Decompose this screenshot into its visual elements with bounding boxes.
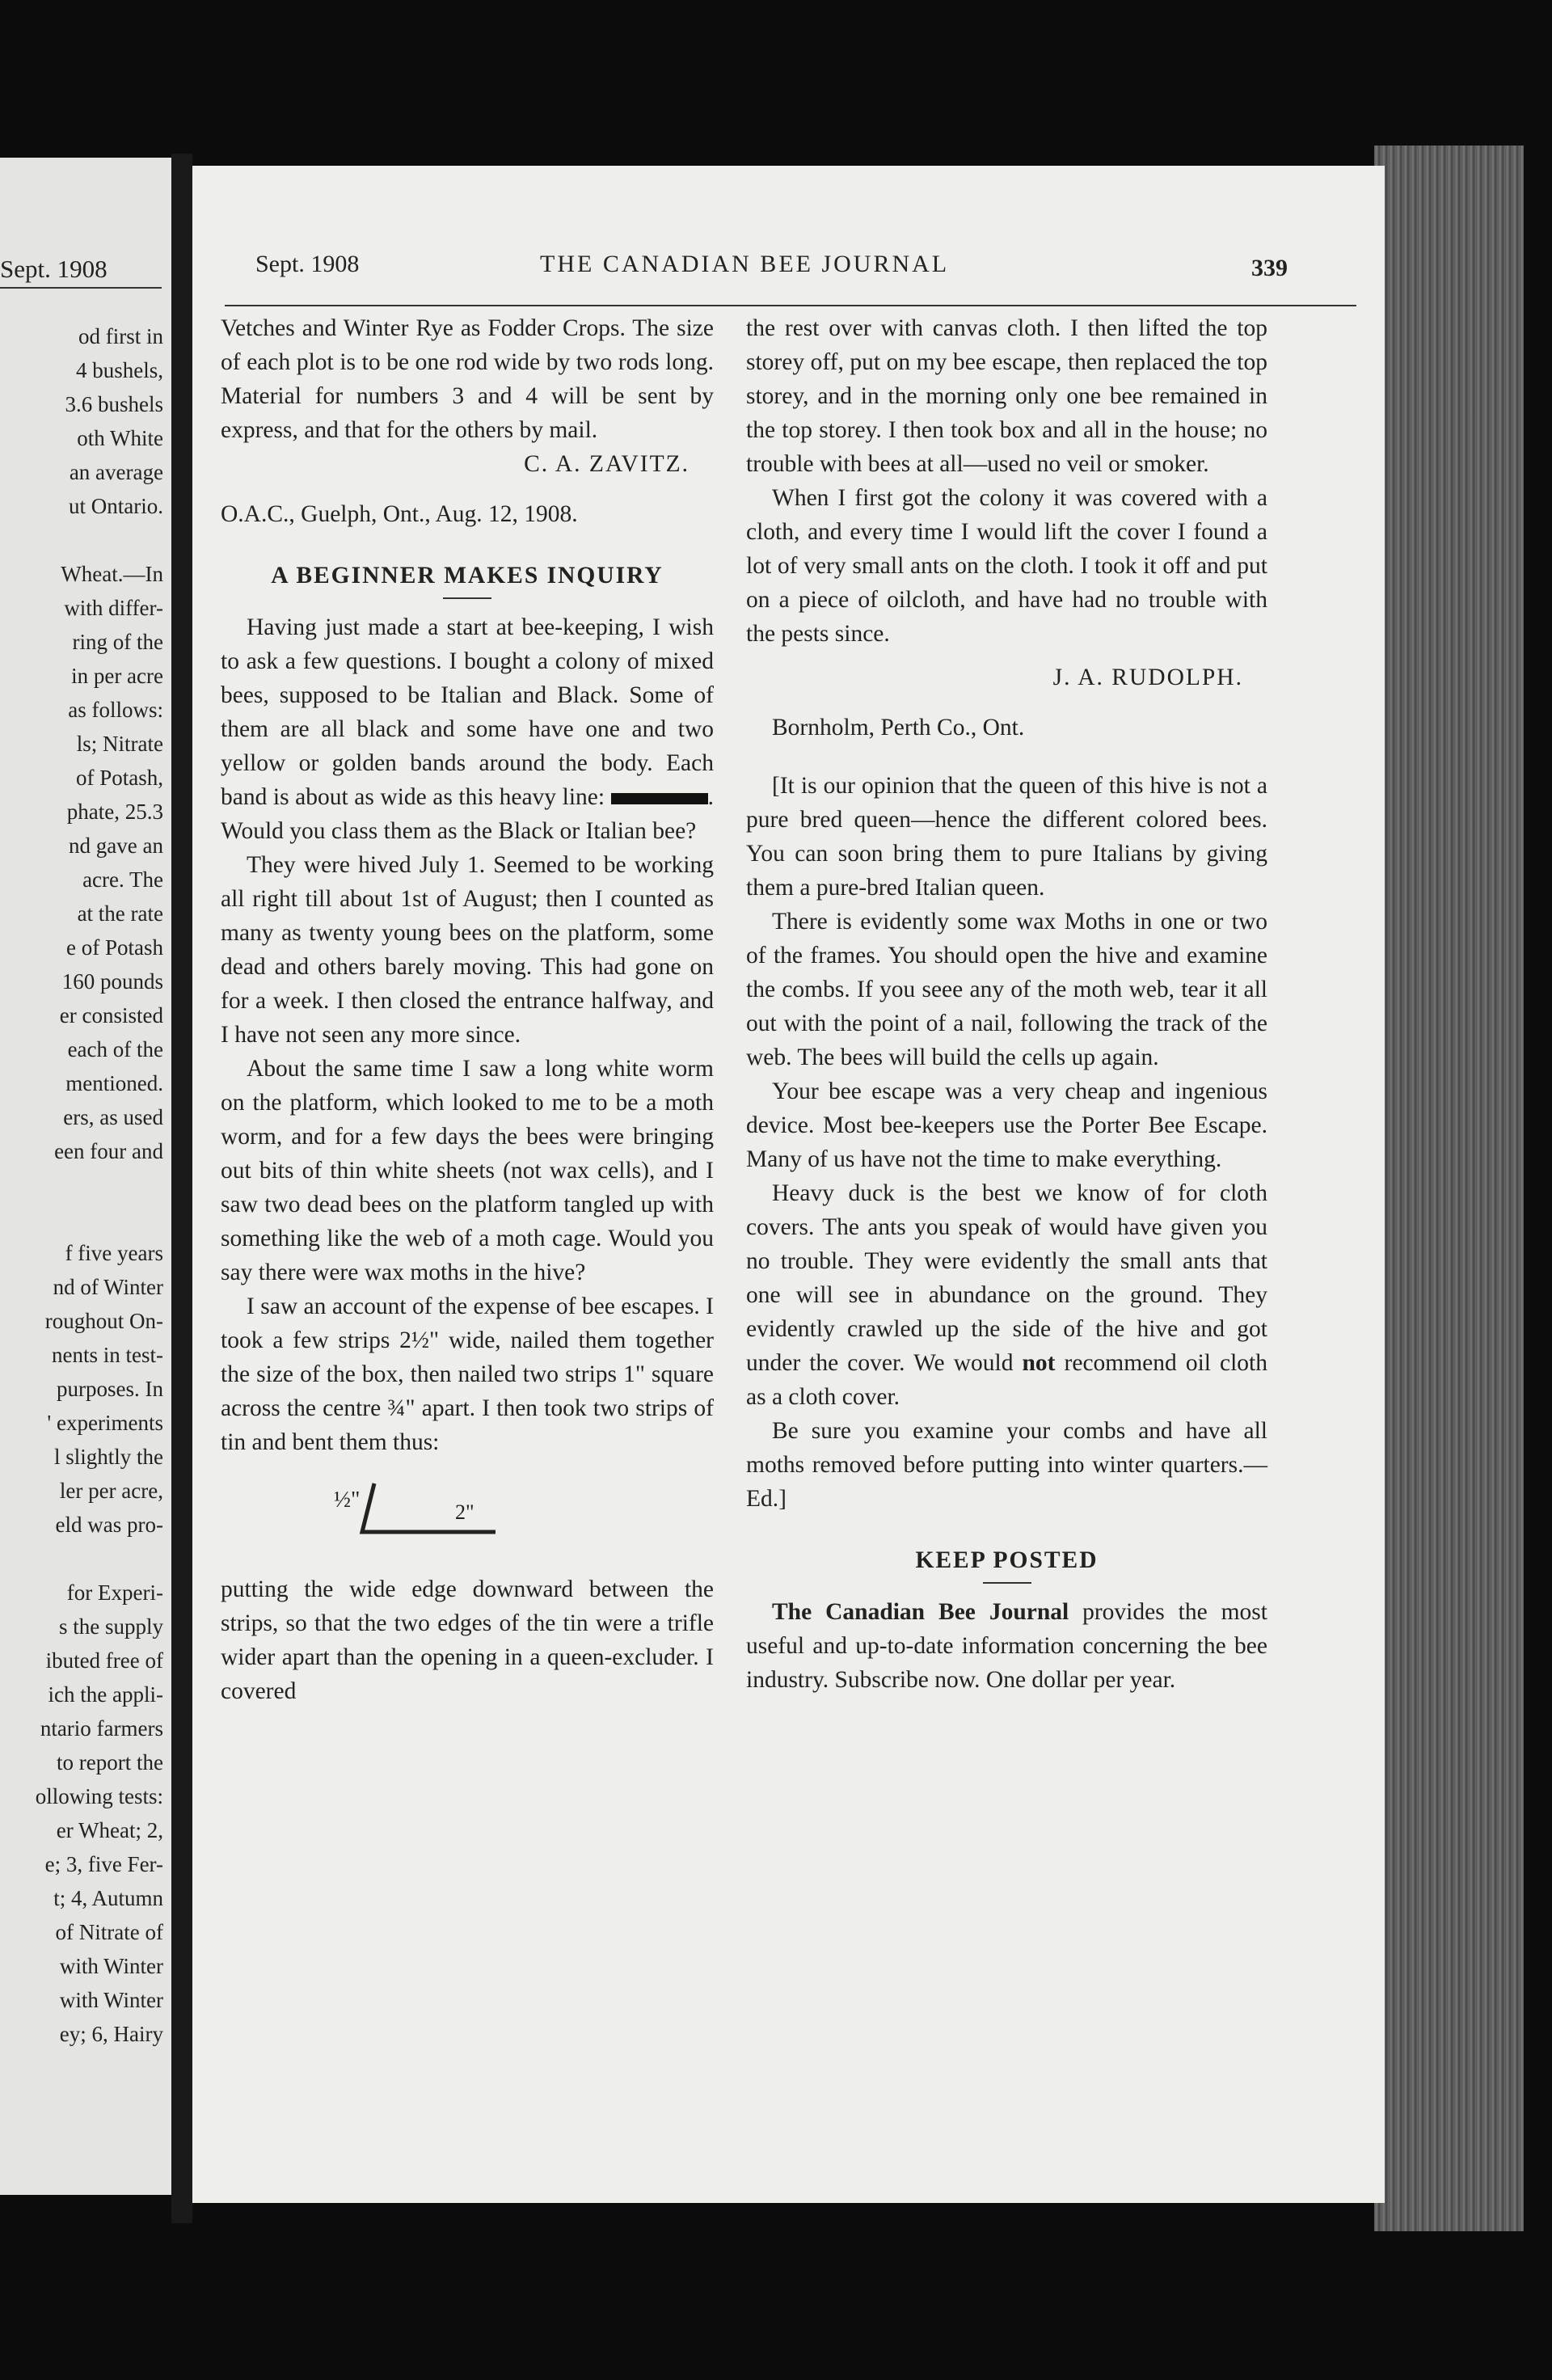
paragraph-continued: the rest over with canvas cloth. I then lifted the top storey off, put on my bee escape, then replaced the top storey, and in the morning only one bee remained in the top storey. I then took box and all in the house; no trouble with bees at all—used no veil or smoker. <box>746 315 1267 477</box>
facing-page-line: nents in test- <box>52 1343 163 1367</box>
header-date: Sept. 1908 <box>255 251 360 277</box>
facing-page-line: roughout On- <box>44 1309 163 1333</box>
facing-page-line: ler per acre, <box>59 1479 163 1503</box>
facing-page-line: Wheat.—In <box>61 562 163 586</box>
paragraph-1-b: . Would you class them as the Black or Italian bee? <box>221 784 715 844</box>
facing-page-line: er consisted <box>59 1003 163 1028</box>
heading-dash <box>443 597 491 599</box>
facing-page-line: 3.6 bushels <box>65 392 163 416</box>
journal-name: The Canadian Bee Journal <box>772 1599 1069 1625</box>
facing-page-line: 160 pounds <box>61 969 163 994</box>
running-head <box>225 251 1288 283</box>
facing-page-line: with Winter <box>59 1988 163 2012</box>
paragraph-3: About the same time I saw a long white worm on the platform, which looked to me to be a moth worm, and for a few days the bees were bringing out bits of thin white sheets (not wax cells), and I saw two dead bees on the platform tangled up with something like the web of a moth cage. Would you say there were wax moths in the hive? <box>221 1056 714 1285</box>
facing-page-line: f five years <box>65 1241 163 1265</box>
facing-page-line <box>0 1168 163 1202</box>
facing-page-line: purposes. In <box>57 1377 163 1401</box>
facing-page-line: ers, as used <box>63 1105 163 1129</box>
journal-page <box>192 166 1385 2203</box>
heavy-line-sample <box>611 793 708 804</box>
facing-page-line: s the supply <box>58 1614 163 1639</box>
facing-page-line: ibuted free of <box>45 1648 163 1673</box>
facing-page-line: phate, 25.3 <box>66 800 163 824</box>
facing-page-text <box>0 319 163 2051</box>
keep-posted-dash <box>983 1582 1031 1584</box>
facing-page-line: at the rate <box>77 901 163 926</box>
book-page-edges <box>1374 146 1524 2231</box>
paragraph-2: They were hived July 1. Seemed to be working all right till about 1st of August; then I counted as many as twenty young bees on the platform, some dead and others barely moving. This had gone on for a week. I then closed the entrance halfway, and I have not seen any more since. <box>221 852 714 1048</box>
editor-reply-1: [It is our opinion that the queen of this hive is not a pure bred queen—hence the different colored bees. You can soon bring them to pure Italians by giving them a pure-bred Italian queen. <box>746 773 1267 901</box>
editor-reply-3: Your bee escape was a very cheap and ingenious device. Most bee-keepers use the Porter Bee Escape. Many of us have not the time to make everything. <box>746 1078 1267 1172</box>
facing-page-line <box>0 1202 163 1236</box>
facing-page <box>0 158 171 2195</box>
facing-page-line: with Winter <box>59 1954 163 1978</box>
facing-page-line: nd gave an <box>69 833 163 858</box>
paragraph-1-a: Having just made a start at bee-keeping, I wish to ask a few questions. I bought a colony of mixed bees, supposed to be Italian and Black. Some of them are all black and some have one and two yellow or golden bands around the body. Each band is about as wide as this heavy line: <box>221 614 714 810</box>
paragraph-1 <box>221 610 714 848</box>
right-column <box>746 311 1267 1697</box>
place-date-zavitz: O.A.C., Guelph, Ont., Aug. 12, 1908. <box>221 501 578 527</box>
editor-reply-4 <box>746 1176 1267 1414</box>
facing-page-line <box>0 1542 163 1576</box>
paragraph-5: putting the wide edge downward between the strips, so that the two edges of the tin were a trifle wider apart than the opening in a queen-excluder. I covered <box>221 1576 714 1704</box>
facing-page-line: 4 bushels, <box>76 358 163 382</box>
paragraph-ants: When I first got the colony it was covered with a cloth, and every time I would lift the cover I found a lot of very small ants on the cloth. I took it off and put on a piece of oilcloth, and have had no trouble with the pests since. <box>746 485 1267 647</box>
signature-zavitz: C. A. ZAVITZ. <box>524 451 690 477</box>
left-column <box>221 311 714 1708</box>
spacer <box>746 745 1267 769</box>
bent-tin-diagram <box>221 1459 714 1572</box>
page-number: 339 <box>1251 255 1288 281</box>
facing-page-line: each of the <box>67 1037 163 1061</box>
paragraph-intro: Vetches and Winter Rye as Fodder Crops. The size of each plot is to be one rod wide by two rods long. Material for numbers 3 and 4 will be sent by express, and that for the others by mail. <box>221 315 714 443</box>
facing-page-line: an average <box>69 460 163 484</box>
facing-page-header: Sept. 1908 <box>0 255 108 283</box>
facing-page-line: ntario farmers <box>40 1716 163 1741</box>
facing-page-line: ' experiments <box>47 1411 163 1435</box>
editor-reply-4-b: recommend oil cloth as a cloth cover. <box>746 1350 1267 1410</box>
header-rule <box>225 305 1356 306</box>
facing-page-line: nd of Winter <box>53 1275 163 1299</box>
facing-page-line: t; 4, Autumn <box>53 1886 163 1910</box>
facing-page-line: ollowing tests: <box>35 1784 163 1808</box>
facing-page-line: od first in <box>78 324 163 348</box>
facing-page-line: oth White <box>77 426 163 450</box>
editor-reply-4-not: not <box>1022 1350 1056 1376</box>
diagram-label-half-inch: ½" <box>334 1488 361 1513</box>
facing-page-line: for Experi- <box>66 1580 163 1605</box>
paragraph-4: I saw an account of the expense of bee escapes. I took a few strips 2½" wide, nailed them together the size of the box, then nailed two strips 1" square across the centre ¾" apart. I then took two strips of tin and bent them thus: <box>221 1293 714 1455</box>
facing-page-line: ls; Nitrate <box>76 732 163 756</box>
facing-page-line: of Nitrate of <box>55 1920 163 1944</box>
keep-posted-text <box>746 1595 1267 1697</box>
facing-page-line: l slightly the <box>54 1445 163 1469</box>
facing-page-line: er Wheat; 2, <box>56 1818 163 1842</box>
facing-page-line: ich the appli- <box>48 1682 163 1707</box>
editor-reply-2: There is evidently some wax Moths in one or two of the frames. You should open the hive and examine the combs. If you seee any of the moth web, tear it all out with the point of a nail, following the track of the web. The bees will build the cells up again. <box>746 909 1267 1070</box>
facing-page-rule <box>0 287 162 289</box>
facing-page-line: to report the <box>57 1750 163 1774</box>
signature-rudolph: J. A. RUDOLPH. <box>1052 665 1243 690</box>
editor-reply-4-a: Heavy duck is the best we know of for cloth covers. The ants you speak of would have given you no trouble. They were evidently the small ants that one will see in abundance on the ground. They evidently crawled up the side of the hive and got under the cover. We would <box>746 1180 1267 1376</box>
facing-page-line: ring of the <box>72 630 163 654</box>
facing-page-line: as follows: <box>68 698 163 722</box>
facing-page-line: eld was pro- <box>55 1513 163 1537</box>
facing-page-line: een four and <box>54 1139 163 1163</box>
facing-page-line: with differ- <box>64 596 163 620</box>
place-rudolph: Bornholm, Perth Co., Ont. <box>772 715 1025 741</box>
editor-reply-5: Be sure you examine your combs and have all moths removed before putting into winter quarters.—Ed.] <box>746 1418 1267 1512</box>
article-heading: A BEGINNER MAKES INQUIRY <box>271 563 664 589</box>
facing-page-line: ey; 6, Hairy <box>59 2022 163 2046</box>
facing-page-line: e; 3, five Fer- <box>44 1852 163 1876</box>
keep-posted-heading: KEEP POSTED <box>915 1547 1099 1573</box>
keep-posted-body: provides the most useful and up-to-date information concerning the bee industry. Subscribe now. One dollar per year. <box>746 1599 1267 1693</box>
journal-title: THE CANADIAN BEE JOURNAL <box>540 251 950 277</box>
facing-page-line <box>0 523 163 557</box>
facing-page-line: e of Potash <box>66 935 163 960</box>
facing-page-line: of Potash, <box>76 766 163 790</box>
facing-page-line: in per acre <box>71 664 163 688</box>
book-gutter <box>171 154 192 2223</box>
facing-page-line: mentioned. <box>65 1071 163 1095</box>
diagram-label-two-inch: 2" <box>455 1500 474 1524</box>
bent-tin-drawing <box>334 1475 528 1556</box>
facing-page-line: ut Ontario. <box>69 494 163 518</box>
facing-page-line: acre. The <box>82 867 163 892</box>
